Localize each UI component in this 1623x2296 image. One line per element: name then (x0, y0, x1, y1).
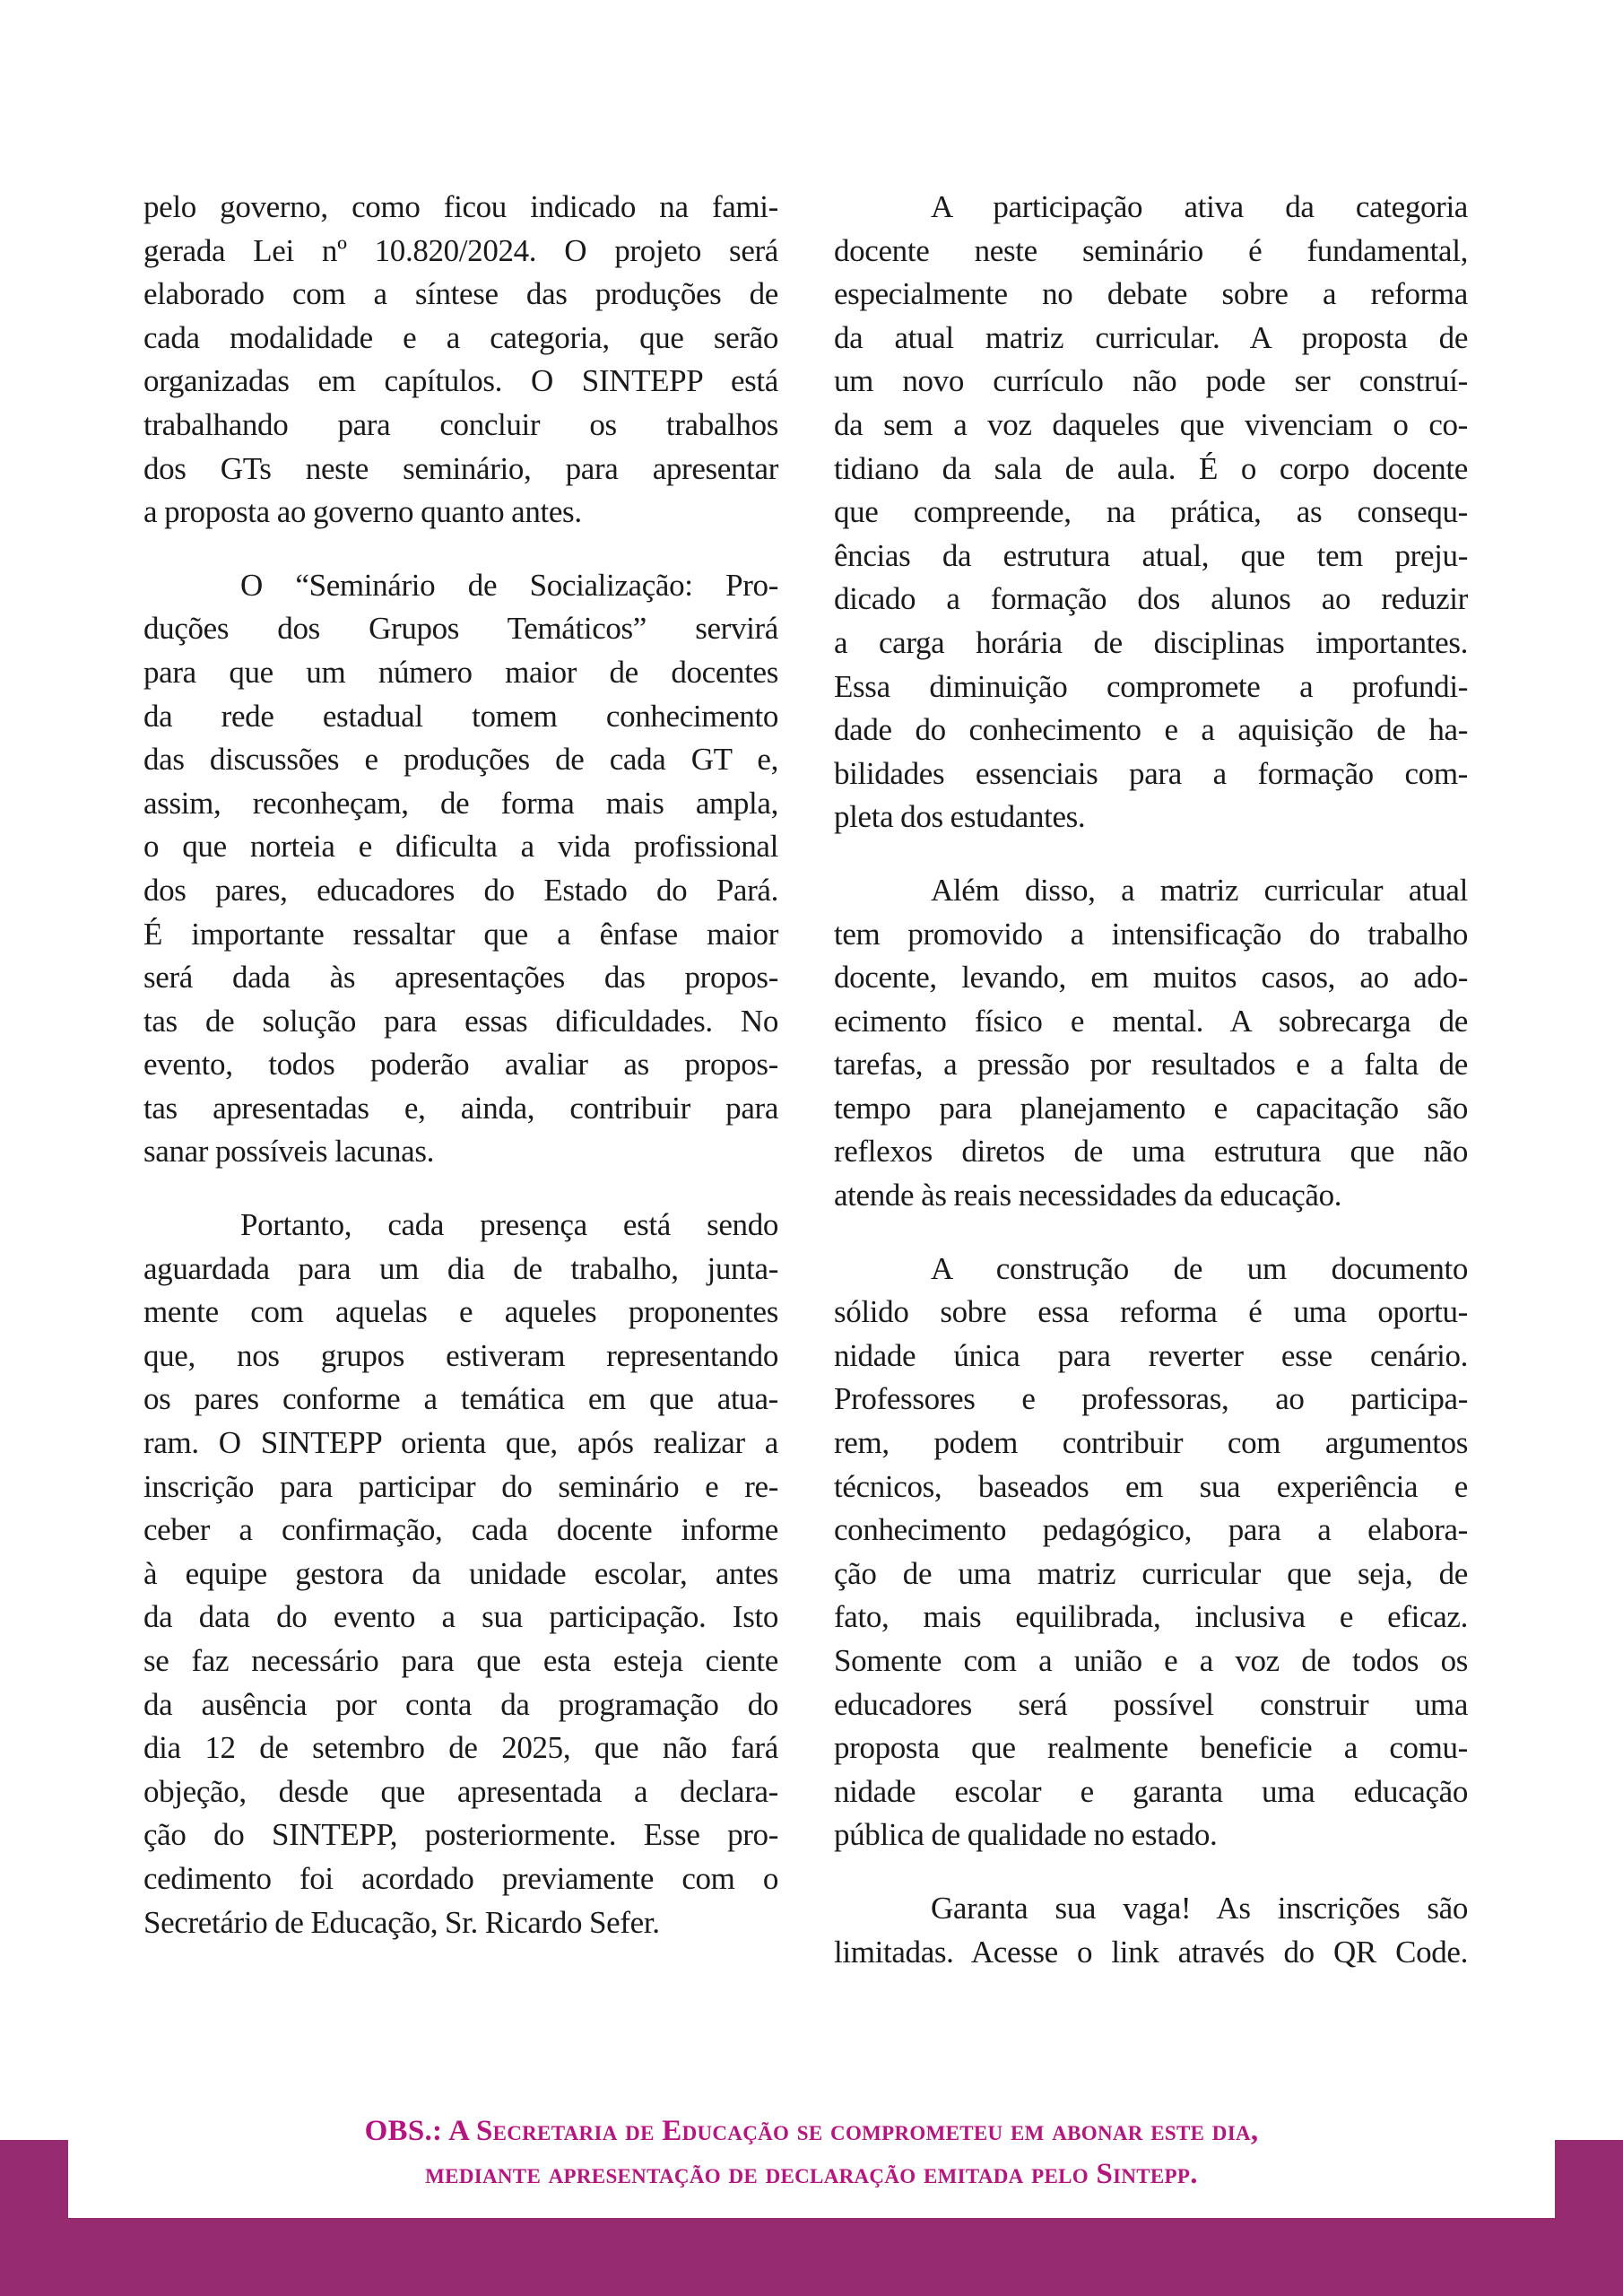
text-line: pleta dos estudantes. (834, 799, 1086, 835)
text-line: a carga horária de disciplinas importantes. (834, 624, 1468, 660)
text-line: A participação ativa da categoria (931, 189, 1468, 224)
text-line: Professores e professoras, ao participa- (834, 1381, 1468, 1417)
text-line: ção de uma matriz curricular que seja, de (834, 1555, 1468, 1591)
text-line: da sem a voz daqueles que vivenciam o co- (834, 406, 1468, 442)
text-line: Portanto, cada presença está sendo (240, 1207, 778, 1243)
text-line: atende às reais necessidades da educação. (834, 1178, 1342, 1213)
text-line: especialmente no debate sobre a reforma (834, 276, 1468, 312)
text-line: conhecimento pedagógico, para a elabora- (834, 1512, 1468, 1548)
text-line: duções dos Grupos Temáticos” servirá (143, 611, 778, 647)
text-line: ecimento físico e mental. A sobrecarga de (834, 1003, 1468, 1039)
text-line: gerada Lei nº 10.820/2024. O projeto será (143, 232, 778, 268)
text-line: reflexos diretos de uma estrutura que não (834, 1134, 1468, 1170)
text-line: dade do conhecimento e a aquisição de ha- (834, 712, 1468, 748)
text-line: se faz necessário para que esta esteja ciente (143, 1643, 778, 1678)
text-line: É importante ressaltar que a ênfase maior (143, 916, 778, 952)
text-line: tem promovido a intensificação do trabalho (834, 916, 1468, 952)
text-line: ceber a confirmação, cada docente informe (143, 1512, 778, 1548)
text-line: tidiano da sala de aula. É o corpo docente (834, 450, 1468, 486)
footer-note-line-1: OBS.: A Secretaria de Educação se comprometeu em abonar este dia, (364, 2115, 1259, 2147)
text-line: A construção de um documento (931, 1250, 1468, 1286)
text-line: dia 12 de setembro de 2025, que não fará (143, 1730, 778, 1766)
text-line: Além disso, a matriz curricular atual (931, 872, 1468, 908)
text-line: trabalhando para concluir os trabalhos (143, 406, 778, 442)
text-line: a proposta ao governo quanto antes. (143, 494, 582, 530)
text-line: aguardada para um dia de trabalho, junta- (143, 1250, 778, 1286)
text-line: Essa diminuição compromete a profundi- (834, 668, 1468, 704)
right-text-column (834, 186, 1468, 2004)
text-line: objeção, desde que apresentada a declara- (143, 1773, 778, 1809)
paragraph-attendance-instructions (143, 1204, 778, 1944)
text-line: mente com aquelas e aqueles proponentes (143, 1294, 778, 1330)
text-line: docente, levando, em muitos casos, ao ado- (834, 960, 1468, 996)
text-line: da rede estadual tomem conhecimento (143, 698, 778, 734)
text-line: será dada às apresentações das propos- (143, 960, 778, 996)
text-line: da atual matriz curricular. A proposta de (834, 319, 1468, 355)
paragraph-work-intensification (834, 869, 1468, 1218)
text-line: bilidades essenciais para a formação com- (834, 755, 1468, 791)
text-line: cedimento foi acordado previamente com o (143, 1860, 778, 1896)
text-line: sólido sobre essa reforma é uma oportu- (834, 1294, 1468, 1330)
text-line: elaborado com a síntese das produções de (143, 276, 778, 312)
text-line: para que um número maior de docentes (143, 654, 778, 690)
text-line: os pares conforme a temática em que atua- (143, 1381, 778, 1417)
paragraph-registration-cta (834, 1887, 1468, 1974)
text-line: dicado a formação dos alunos ao reduzir (834, 581, 1468, 617)
text-line: dos GTs neste seminário, para apresentar (143, 450, 778, 486)
text-line: que compreende, na prática, as consequ- (834, 494, 1468, 530)
text-line: O “Seminário de Socialização: Pro- (240, 567, 778, 603)
text-line: o que norteia e dificulta a vida profissional (143, 829, 778, 865)
text-line: tempo para planejamento e capacitação são (834, 1090, 1468, 1126)
left-text-column (143, 186, 778, 1974)
text-line: técnicos, baseados em sua experiência e (834, 1468, 1468, 1504)
text-line: da data do evento a sua participação. Isto (143, 1599, 778, 1635)
text-line: tas apresentadas e, ainda, contribuir para (143, 1090, 778, 1126)
paragraph-document-construction (834, 1248, 1468, 1857)
text-line: à equipe gestora da unidade escolar, antes (143, 1555, 778, 1591)
text-line: Garanta sua vaga! As inscrições são (931, 1890, 1468, 1926)
text-line: sanar possíveis lacunas. (143, 1134, 434, 1170)
text-line: rem, podem contribuir com argumentos (834, 1425, 1468, 1461)
text-line: proposta que realmente beneficie a comu- (834, 1730, 1468, 1766)
text-line: Secretário de Educação, Sr. Ricardo Sefer. (143, 1904, 660, 1940)
text-line: ram. O SINTEPP orienta que, após realizar a (143, 1425, 778, 1461)
text-line: docente neste seminário é fundamental, (834, 232, 1468, 268)
text-line: um novo currículo não pode ser construí- (834, 363, 1468, 399)
text-line: organizadas em capítulos. O SINTEPP está (143, 363, 778, 399)
paragraph-active-participation (834, 186, 1468, 839)
text-line: Somente com a união e a voz de todos os (834, 1643, 1468, 1678)
text-line: evento, todos poderão avaliar as propos- (143, 1047, 778, 1083)
paragraph-seminar-purpose (143, 564, 778, 1174)
text-line: dos pares, educadores do Estado do Pará. (143, 872, 778, 908)
text-line: fato, mais equilibrada, inclusiva e eficaz. (834, 1599, 1468, 1635)
text-line: ências da estrutura atual, que tem preju- (834, 537, 1468, 573)
text-line: nidade única para reverter esse cenário. (834, 1337, 1468, 1373)
text-line: pelo governo, como ficou indicado na fami- (143, 189, 778, 224)
footer-note-line-2: mediante apresentação de declaração emitada pelo Sintepp. (425, 2158, 1198, 2190)
text-line: cada modalidade e a categoria, que serão (143, 319, 778, 355)
text-line: tarefas, a pressão por resultados e a falta de (834, 1047, 1468, 1083)
text-line: tas de solução para essas dificuldades. No (143, 1003, 778, 1039)
text-line: limitadas. Acesse o link através do QR Code. (834, 1934, 1468, 1970)
text-line: inscrição para participar do seminário e re- (143, 1468, 778, 1504)
text-line: assim, reconheçam, de forma mais ampla, (143, 785, 778, 821)
text-line: pública de qualidade no estado. (834, 1817, 1218, 1853)
text-line: nidade escolar e garanta uma educação (834, 1773, 1468, 1809)
text-line: ção do SINTEPP, posteriormente. Esse pro- (143, 1817, 778, 1853)
text-line: que, nos grupos estiveram representando (143, 1337, 778, 1373)
paragraph-project-synthesis (143, 186, 778, 535)
text-line: da ausência por conta da programação do (143, 1686, 778, 1722)
footer-observation-note (68, 2109, 1555, 2196)
text-line: das discussões e produções de cada GT e, (143, 742, 778, 778)
text-line: educadores será possível construir uma (834, 1686, 1468, 1722)
